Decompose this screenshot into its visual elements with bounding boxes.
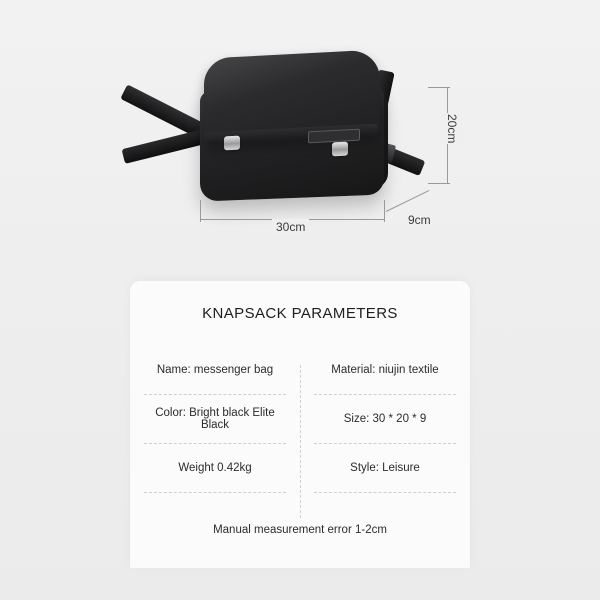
param-size: Size: 30 * 20 * 9 <box>314 395 456 444</box>
product-photo-area <box>0 0 600 280</box>
params-title: KNAPSACK PARAMETERS <box>202 305 398 322</box>
height-tick-top <box>428 87 450 88</box>
height-tick-bottom <box>428 183 450 184</box>
measurement-footnote: Manual measurement error 1-2cm <box>213 524 387 536</box>
param-style: Style: Leisure <box>314 444 456 493</box>
param-color: Color: Bright black Elite Black <box>144 395 286 444</box>
buckle-left <box>224 136 240 151</box>
param-weight: Weight 0.42kg <box>144 444 286 493</box>
height-dimension-label: 20cm <box>441 113 463 144</box>
width-dimension-label: 30cm <box>272 219 309 235</box>
messenger-bag-image <box>196 52 396 207</box>
param-material: Material: niujin textile <box>314 346 456 395</box>
width-tick-left <box>200 200 201 222</box>
depth-dimension-label: 9cm <box>404 212 435 228</box>
knapsack-parameters-card <box>130 281 470 568</box>
buckle-right <box>332 142 348 157</box>
params-vertical-divider <box>300 365 302 518</box>
param-name: Name: messenger bag <box>144 346 286 395</box>
